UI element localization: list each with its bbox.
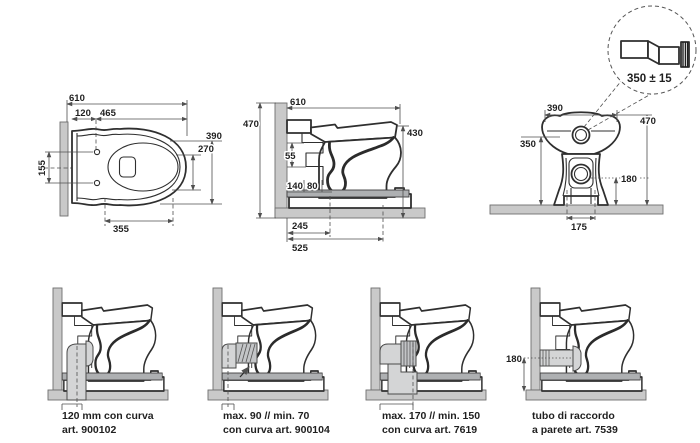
plan-dim-610: 610 xyxy=(69,93,85,104)
side-dim-525: 525 xyxy=(292,243,308,254)
side-dim-245: 245 xyxy=(292,221,308,232)
bubble-pipe-left xyxy=(621,41,648,58)
curva-wall-fitting xyxy=(222,344,236,368)
floor-section xyxy=(490,205,663,214)
front-dim-180: 180 xyxy=(621,174,637,185)
install-4-dim-180: 180 xyxy=(506,354,522,365)
bubble-pipe-right xyxy=(659,47,679,64)
plan-outer-rim xyxy=(72,129,186,206)
plan-dim-120: 120 xyxy=(75,108,91,119)
pipe-flange xyxy=(573,346,581,371)
side-dim-610: 610 xyxy=(290,97,306,108)
curva-elbow-fitting xyxy=(67,344,86,400)
wc-side-instance xyxy=(287,120,411,208)
front-dim-350: 350 xyxy=(520,139,536,150)
install-2-caption-line1: max. 90 // min. 70 xyxy=(223,410,310,422)
plan-view xyxy=(37,93,222,235)
install-4-caption-line2: a parete art. 7539 xyxy=(532,424,618,436)
side-view xyxy=(243,97,425,254)
front-view xyxy=(490,80,663,233)
install-option-3 xyxy=(366,288,486,436)
install-2-caption-line2: con curva art. 900104 xyxy=(223,424,330,436)
side-dim-430: 430 xyxy=(407,128,423,139)
side-dim-55: 55 xyxy=(285,151,296,162)
install-option-4 xyxy=(506,288,646,436)
plan-dim-465: 465 xyxy=(100,108,116,119)
wall-section xyxy=(53,288,62,390)
ribbed-collar xyxy=(401,341,416,366)
install-option-2 xyxy=(208,288,330,436)
wc-side-instance xyxy=(540,303,642,391)
install-3-caption-line1: max. 170 // min. 150 xyxy=(382,410,481,422)
front-dim-390: 390 xyxy=(547,103,563,114)
side-dim-80: 80 xyxy=(307,181,318,192)
side-dim-140: 140 xyxy=(287,181,303,192)
install-option-1 xyxy=(48,288,168,436)
plan-dim-355: 355 xyxy=(113,224,129,235)
plan-dim-270: 270 xyxy=(198,144,214,155)
plan-dim-155: 155 xyxy=(37,160,48,176)
install-1-caption-line1: 120 mm con curva xyxy=(62,410,154,422)
front-dim-470: 470 xyxy=(640,116,656,127)
curva-elbow-flange xyxy=(86,341,93,366)
bubble-label: 350 ± 15 xyxy=(627,73,672,85)
wall-section xyxy=(213,288,222,390)
detail-bubble xyxy=(608,6,696,94)
wall-section xyxy=(531,288,540,390)
bubble-cap-hatch xyxy=(683,42,688,67)
floor-section xyxy=(275,208,425,218)
wall-section xyxy=(60,122,68,216)
plan-dim-390: 390 xyxy=(206,131,222,142)
install-1-caption-line2: art. 900102 xyxy=(62,424,117,436)
side-dim-470: 470 xyxy=(243,119,259,130)
install-3-caption-line2: con curva art. 7619 xyxy=(382,424,478,436)
wall-section xyxy=(371,288,380,390)
install-4-caption-line1: tubo di raccordo xyxy=(532,410,615,422)
front-dim-175: 175 xyxy=(571,222,587,233)
curva-body xyxy=(380,344,401,364)
